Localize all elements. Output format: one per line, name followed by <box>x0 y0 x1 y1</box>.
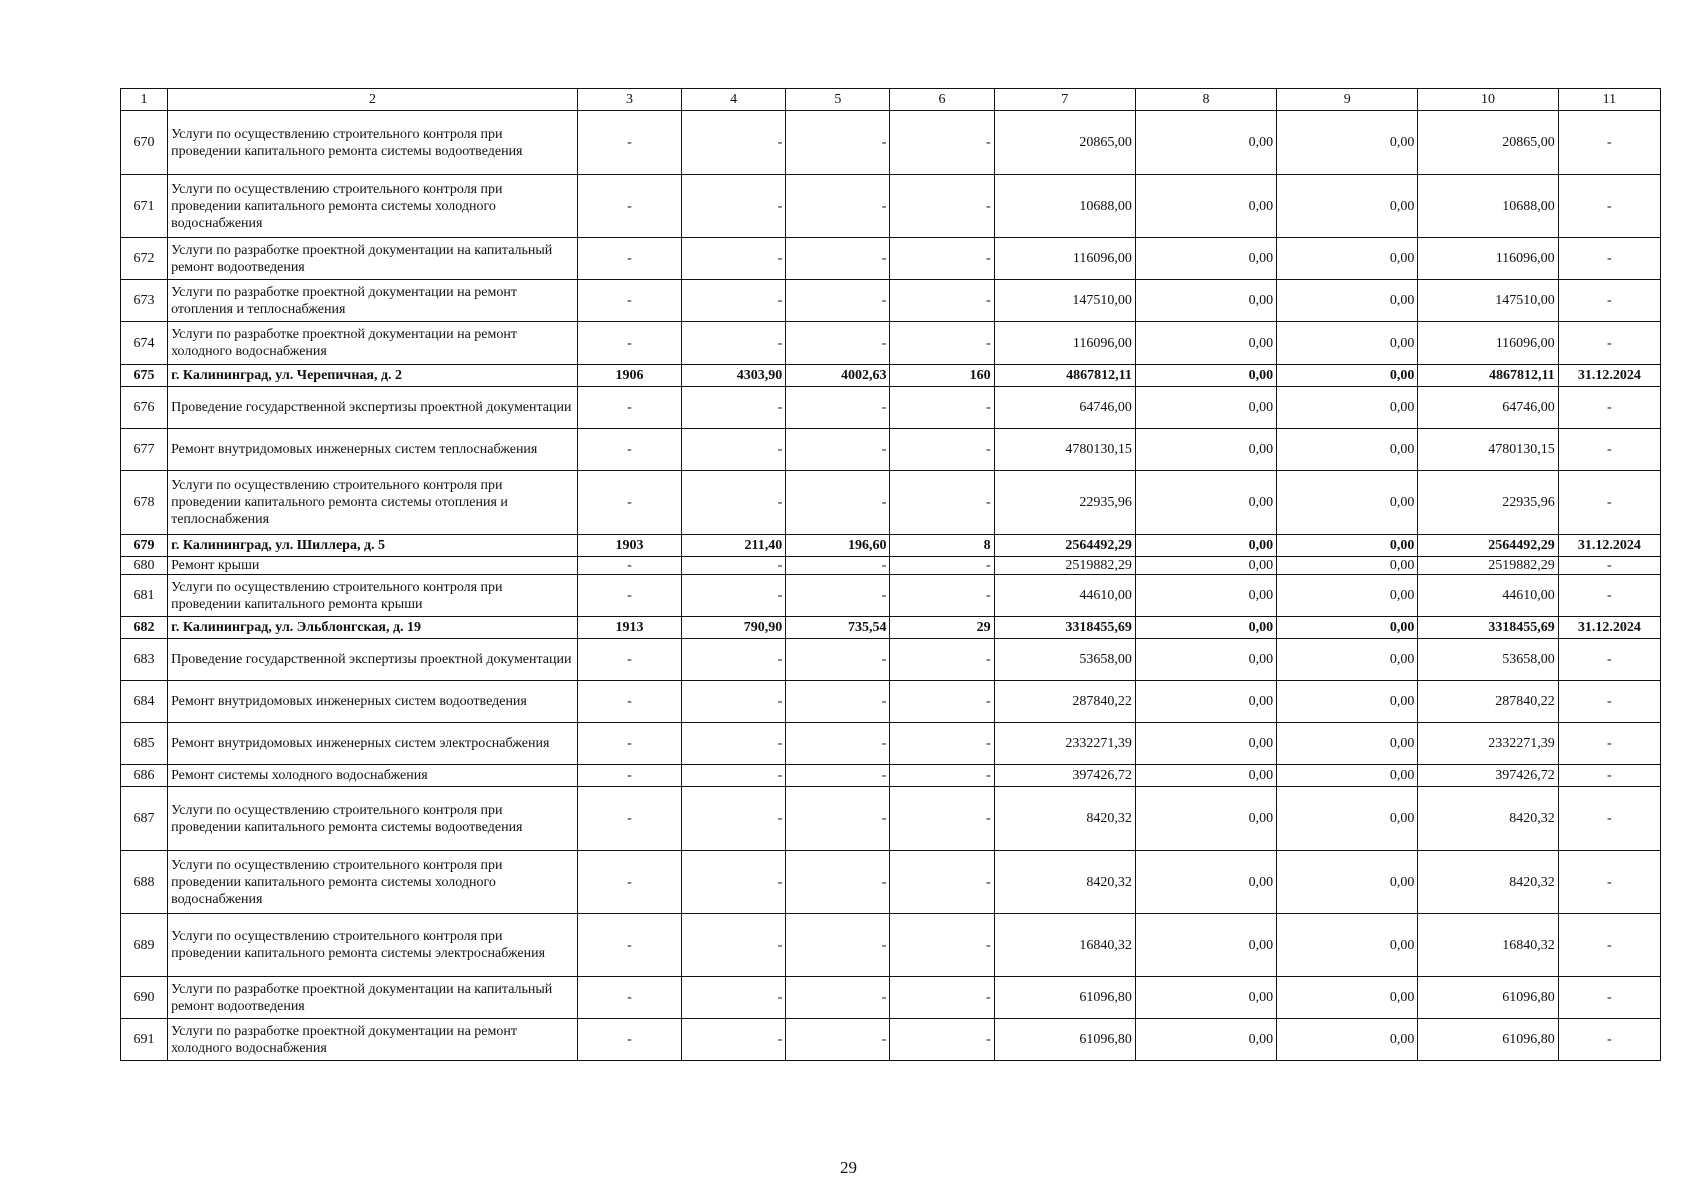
fund-3-cell: 16840,32 <box>1418 914 1558 977</box>
year-cell: - <box>577 429 681 471</box>
area-total-cell: - <box>682 111 786 175</box>
fund-1-cell: 0,00 <box>1135 471 1276 535</box>
table-row <box>121 914 1661 977</box>
fund-3-cell: 53658,00 <box>1418 639 1558 681</box>
area-total-cell: - <box>682 977 786 1019</box>
fund-1-cell: 0,00 <box>1135 322 1276 365</box>
work-description: Проведение государственной экспертизы проектной документации <box>168 387 578 429</box>
column-number-row <box>121 89 1661 111</box>
row-number: 674 <box>121 322 168 365</box>
area-living-cell: - <box>786 387 890 429</box>
fund-1-cell: 0,00 <box>1135 387 1276 429</box>
year-cell: - <box>577 111 681 175</box>
column-number-header: 9 <box>1277 89 1418 111</box>
column-number-header: 8 <box>1135 89 1276 111</box>
year-cell: - <box>577 1019 681 1061</box>
year-cell: 1903 <box>577 535 681 557</box>
row-number: 680 <box>121 557 168 575</box>
area-total-cell: - <box>682 914 786 977</box>
residents-cell: - <box>890 914 994 977</box>
row-number: 678 <box>121 471 168 535</box>
fund-1-cell: 0,00 <box>1135 575 1276 617</box>
cost-total-cell: 3318455,69 <box>994 617 1135 639</box>
residents-cell: - <box>890 1019 994 1061</box>
area-living-cell: - <box>786 111 890 175</box>
table-row <box>121 851 1661 914</box>
row-number: 675 <box>121 365 168 387</box>
deadline-cell: 31.12.2024 <box>1558 535 1660 557</box>
table-row <box>121 787 1661 851</box>
residents-cell: - <box>890 851 994 914</box>
fund-2-cell: 0,00 <box>1277 429 1418 471</box>
residents-cell: - <box>890 322 994 365</box>
fund-3-cell: 61096,80 <box>1418 977 1558 1019</box>
area-total-cell: - <box>682 723 786 765</box>
residents-cell: - <box>890 429 994 471</box>
area-living-cell: - <box>786 723 890 765</box>
fund-1-cell: 0,00 <box>1135 787 1276 851</box>
area-total-cell: - <box>682 639 786 681</box>
area-total-cell: - <box>682 387 786 429</box>
fund-3-cell: 2564492,29 <box>1418 535 1558 557</box>
fund-1-cell: 0,00 <box>1135 765 1276 787</box>
work-description: Услуги по осуществлению строительного контроля при проведении капитального ремонта системы отопления и теплоснабжения <box>168 471 578 535</box>
fund-3-cell: 3318455,69 <box>1418 617 1558 639</box>
fund-1-cell: 0,00 <box>1135 639 1276 681</box>
cost-total-cell: 116096,00 <box>994 238 1135 280</box>
year-cell: - <box>577 238 681 280</box>
year-cell: - <box>577 851 681 914</box>
column-number-header: 2 <box>168 89 578 111</box>
column-number-header: 5 <box>786 89 890 111</box>
column-number-header: 10 <box>1418 89 1558 111</box>
residents-cell: 29 <box>890 617 994 639</box>
area-total-cell: - <box>682 575 786 617</box>
residents-cell: - <box>890 111 994 175</box>
cost-total-cell: 16840,32 <box>994 914 1135 977</box>
cost-total-cell: 116096,00 <box>994 322 1135 365</box>
fund-3-cell: 397426,72 <box>1418 765 1558 787</box>
deadline-cell: - <box>1558 639 1660 681</box>
fund-2-cell: 0,00 <box>1277 681 1418 723</box>
fund-2-cell: 0,00 <box>1277 575 1418 617</box>
year-cell: - <box>577 914 681 977</box>
table-row <box>121 471 1661 535</box>
residents-cell: 160 <box>890 365 994 387</box>
row-number: 676 <box>121 387 168 429</box>
row-number: 687 <box>121 787 168 851</box>
residents-cell: - <box>890 639 994 681</box>
table-row <box>121 723 1661 765</box>
work-description: Услуги по разработке проектной документации на ремонт холодного водоснабжения <box>168 322 578 365</box>
area-total-cell: - <box>682 429 786 471</box>
area-total-cell: - <box>682 557 786 575</box>
deadline-cell: - <box>1558 851 1660 914</box>
residents-cell: - <box>890 575 994 617</box>
cost-total-cell: 8420,32 <box>994 851 1135 914</box>
year-cell: - <box>577 575 681 617</box>
year-cell: - <box>577 681 681 723</box>
row-number: 690 <box>121 977 168 1019</box>
residents-cell: - <box>890 681 994 723</box>
row-number: 671 <box>121 175 168 238</box>
column-number-header: 11 <box>1558 89 1660 111</box>
row-number: 683 <box>121 639 168 681</box>
repair-schedule-table <box>120 88 1661 1061</box>
deadline-cell: - <box>1558 723 1660 765</box>
fund-2-cell: 0,00 <box>1277 914 1418 977</box>
area-total-cell: - <box>682 681 786 723</box>
table-row <box>121 681 1661 723</box>
year-cell: - <box>577 280 681 322</box>
deadline-cell: - <box>1558 111 1660 175</box>
area-total-cell: - <box>682 765 786 787</box>
fund-2-cell: 0,00 <box>1277 387 1418 429</box>
year-cell: - <box>577 387 681 429</box>
area-living-cell: - <box>786 977 890 1019</box>
fund-2-cell: 0,00 <box>1277 280 1418 322</box>
fund-3-cell: 2332271,39 <box>1418 723 1558 765</box>
fund-3-cell: 147510,00 <box>1418 280 1558 322</box>
row-number: 670 <box>121 111 168 175</box>
fund-2-cell: 0,00 <box>1277 723 1418 765</box>
fund-1-cell: 0,00 <box>1135 175 1276 238</box>
area-living-cell: - <box>786 851 890 914</box>
fund-1-cell: 0,00 <box>1135 557 1276 575</box>
row-number: 681 <box>121 575 168 617</box>
column-number-header: 1 <box>121 89 168 111</box>
deadline-cell: - <box>1558 280 1660 322</box>
row-number: 677 <box>121 429 168 471</box>
area-total-cell: 790,90 <box>682 617 786 639</box>
deadline-cell: - <box>1558 787 1660 851</box>
residents-cell: 8 <box>890 535 994 557</box>
fund-3-cell: 287840,22 <box>1418 681 1558 723</box>
fund-1-cell: 0,00 <box>1135 617 1276 639</box>
deadline-cell: - <box>1558 575 1660 617</box>
fund-2-cell: 0,00 <box>1277 111 1418 175</box>
table-row <box>121 575 1661 617</box>
fund-1-cell: 0,00 <box>1135 238 1276 280</box>
table-body <box>121 89 1661 1061</box>
column-number-header: 7 <box>994 89 1135 111</box>
work-description: Ремонт системы холодного водоснабжения <box>168 765 578 787</box>
area-total-cell: - <box>682 322 786 365</box>
area-living-cell: - <box>786 914 890 977</box>
residents-cell: - <box>890 280 994 322</box>
table-row <box>121 365 1661 387</box>
area-living-cell: - <box>786 238 890 280</box>
fund-2-cell: 0,00 <box>1277 238 1418 280</box>
work-description: г. Калининград, ул. Эльблонгская, д. 19 <box>168 617 578 639</box>
deadline-cell: - <box>1558 765 1660 787</box>
cost-total-cell: 20865,00 <box>994 111 1135 175</box>
deadline-cell: - <box>1558 387 1660 429</box>
work-description: Услуги по разработке проектной документации на ремонт холодного водоснабжения <box>168 1019 578 1061</box>
area-total-cell: - <box>682 851 786 914</box>
row-number: 689 <box>121 914 168 977</box>
area-living-cell: 735,54 <box>786 617 890 639</box>
row-number: 686 <box>121 765 168 787</box>
fund-3-cell: 4867812,11 <box>1418 365 1558 387</box>
residents-cell: - <box>890 238 994 280</box>
fund-3-cell: 61096,80 <box>1418 1019 1558 1061</box>
work-description: Ремонт внутридомовых инженерных систем водоотведения <box>168 681 578 723</box>
cost-total-cell: 2519882,29 <box>994 557 1135 575</box>
area-living-cell: - <box>786 681 890 723</box>
work-description: Услуги по осуществлению строительного контроля при проведении капитального ремонта системы электроснабжения <box>168 914 578 977</box>
area-total-cell: 211,40 <box>682 535 786 557</box>
year-cell: - <box>577 639 681 681</box>
work-description: Услуги по осуществлению строительного контроля при проведении капитального ремонта системы водоотведения <box>168 787 578 851</box>
area-living-cell: - <box>786 557 890 575</box>
fund-2-cell: 0,00 <box>1277 557 1418 575</box>
fund-2-cell: 0,00 <box>1277 175 1418 238</box>
table-row <box>121 1019 1661 1061</box>
fund-3-cell: 44610,00 <box>1418 575 1558 617</box>
residents-cell: - <box>890 387 994 429</box>
cost-total-cell: 44610,00 <box>994 575 1135 617</box>
deadline-cell: - <box>1558 1019 1660 1061</box>
year-cell: 1913 <box>577 617 681 639</box>
fund-1-cell: 0,00 <box>1135 365 1276 387</box>
cost-total-cell: 2332271,39 <box>994 723 1135 765</box>
work-description: Услуги по осуществлению строительного контроля при проведении капитального ремонта системы водоотведения <box>168 111 578 175</box>
year-cell: - <box>577 787 681 851</box>
deadline-cell: - <box>1558 322 1660 365</box>
cost-total-cell: 61096,80 <box>994 977 1135 1019</box>
cost-total-cell: 4867812,11 <box>994 365 1135 387</box>
table-row <box>121 111 1661 175</box>
cost-total-cell: 4780130,15 <box>994 429 1135 471</box>
area-living-cell: - <box>786 471 890 535</box>
area-total-cell: - <box>682 238 786 280</box>
fund-3-cell: 64746,00 <box>1418 387 1558 429</box>
area-living-cell: - <box>786 322 890 365</box>
residents-cell: - <box>890 977 994 1019</box>
row-number: 673 <box>121 280 168 322</box>
fund-3-cell: 8420,32 <box>1418 851 1558 914</box>
column-number-header: 6 <box>890 89 994 111</box>
work-description: Услуги по разработке проектной документации на капитальный ремонт водоотведения <box>168 977 578 1019</box>
fund-2-cell: 0,00 <box>1277 851 1418 914</box>
table-row <box>121 322 1661 365</box>
fund-2-cell: 0,00 <box>1277 977 1418 1019</box>
fund-2-cell: 0,00 <box>1277 535 1418 557</box>
row-number: 685 <box>121 723 168 765</box>
table-row <box>121 429 1661 471</box>
year-cell: 1906 <box>577 365 681 387</box>
work-description: Проведение государственной экспертизы проектной документации <box>168 639 578 681</box>
table-row <box>121 280 1661 322</box>
row-number: 691 <box>121 1019 168 1061</box>
area-living-cell: - <box>786 280 890 322</box>
fund-1-cell: 0,00 <box>1135 535 1276 557</box>
residents-cell: - <box>890 175 994 238</box>
fund-2-cell: 0,00 <box>1277 787 1418 851</box>
area-total-cell: - <box>682 175 786 238</box>
work-description: г. Калининград, ул. Черепичная, д. 2 <box>168 365 578 387</box>
area-living-cell: - <box>786 787 890 851</box>
deadline-cell: 31.12.2024 <box>1558 617 1660 639</box>
deadline-cell: - <box>1558 681 1660 723</box>
deadline-cell: - <box>1558 977 1660 1019</box>
year-cell: - <box>577 175 681 238</box>
fund-3-cell: 116096,00 <box>1418 322 1558 365</box>
cost-total-cell: 61096,80 <box>994 1019 1135 1061</box>
year-cell: - <box>577 977 681 1019</box>
table-row <box>121 617 1661 639</box>
work-description: Ремонт внутридомовых инженерных систем теплоснабжения <box>168 429 578 471</box>
area-living-cell: - <box>786 429 890 471</box>
year-cell: - <box>577 723 681 765</box>
area-total-cell: - <box>682 1019 786 1061</box>
year-cell: - <box>577 557 681 575</box>
table-row <box>121 765 1661 787</box>
area-living-cell: - <box>786 175 890 238</box>
cost-total-cell: 287840,22 <box>994 681 1135 723</box>
fund-3-cell: 8420,32 <box>1418 787 1558 851</box>
fund-2-cell: 0,00 <box>1277 639 1418 681</box>
residents-cell: - <box>890 765 994 787</box>
residents-cell: - <box>890 787 994 851</box>
fund-3-cell: 4780130,15 <box>1418 429 1558 471</box>
residents-cell: - <box>890 557 994 575</box>
work-description: Услуги по разработке проектной документации на капитальный ремонт водоотведения <box>168 238 578 280</box>
table-row <box>121 535 1661 557</box>
deadline-cell: 31.12.2024 <box>1558 365 1660 387</box>
deadline-cell: - <box>1558 175 1660 238</box>
area-living-cell: - <box>786 575 890 617</box>
fund-3-cell: 116096,00 <box>1418 238 1558 280</box>
work-description: Услуги по разработке проектной документации на ремонт отопления и теплоснабжения <box>168 280 578 322</box>
row-number: 672 <box>121 238 168 280</box>
area-total-cell: 4303,90 <box>682 365 786 387</box>
cost-total-cell: 8420,32 <box>994 787 1135 851</box>
cost-total-cell: 22935,96 <box>994 471 1135 535</box>
fund-1-cell: 0,00 <box>1135 977 1276 1019</box>
year-cell: - <box>577 471 681 535</box>
residents-cell: - <box>890 723 994 765</box>
area-living-cell: - <box>786 639 890 681</box>
fund-1-cell: 0,00 <box>1135 280 1276 322</box>
table-row <box>121 639 1661 681</box>
year-cell: - <box>577 322 681 365</box>
area-living-cell: 196,60 <box>786 535 890 557</box>
work-description: Ремонт крыши <box>168 557 578 575</box>
deadline-cell: - <box>1558 914 1660 977</box>
cost-total-cell: 53658,00 <box>994 639 1135 681</box>
fund-1-cell: 0,00 <box>1135 914 1276 977</box>
area-total-cell: - <box>682 280 786 322</box>
fund-2-cell: 0,00 <box>1277 617 1418 639</box>
fund-3-cell: 10688,00 <box>1418 175 1558 238</box>
row-number: 682 <box>121 617 168 639</box>
fund-2-cell: 0,00 <box>1277 471 1418 535</box>
area-total-cell: - <box>682 471 786 535</box>
fund-1-cell: 0,00 <box>1135 111 1276 175</box>
fund-1-cell: 0,00 <box>1135 429 1276 471</box>
fund-2-cell: 0,00 <box>1277 322 1418 365</box>
page-number: 29 <box>840 1158 857 1177</box>
fund-2-cell: 0,00 <box>1277 365 1418 387</box>
work-description: Услуги по осуществлению строительного контроля при проведении капитального ремонта крыши <box>168 575 578 617</box>
cost-total-cell: 10688,00 <box>994 175 1135 238</box>
area-living-cell: 4002,63 <box>786 365 890 387</box>
fund-3-cell: 22935,96 <box>1418 471 1558 535</box>
residents-cell: - <box>890 471 994 535</box>
fund-3-cell: 20865,00 <box>1418 111 1558 175</box>
deadline-cell: - <box>1558 429 1660 471</box>
row-number: 688 <box>121 851 168 914</box>
row-number: 679 <box>121 535 168 557</box>
work-description: Услуги по осуществлению строительного контроля при проведении капитального ремонта системы холодного водоснабжения <box>168 851 578 914</box>
work-description: Ремонт внутридомовых инженерных систем электроснабжения <box>168 723 578 765</box>
cost-total-cell: 2564492,29 <box>994 535 1135 557</box>
fund-1-cell: 0,00 <box>1135 681 1276 723</box>
deadline-cell: - <box>1558 471 1660 535</box>
table-row <box>121 238 1661 280</box>
row-number: 684 <box>121 681 168 723</box>
cost-total-cell: 397426,72 <box>994 765 1135 787</box>
year-cell: - <box>577 765 681 787</box>
table-row <box>121 557 1661 575</box>
deadline-cell: - <box>1558 238 1660 280</box>
area-total-cell: - <box>682 787 786 851</box>
fund-1-cell: 0,00 <box>1135 1019 1276 1061</box>
fund-1-cell: 0,00 <box>1135 723 1276 765</box>
table-row <box>121 175 1661 238</box>
work-description: г. Калининград, ул. Шиллера, д. 5 <box>168 535 578 557</box>
fund-3-cell: 2519882,29 <box>1418 557 1558 575</box>
area-living-cell: - <box>786 765 890 787</box>
fund-2-cell: 0,00 <box>1277 1019 1418 1061</box>
fund-1-cell: 0,00 <box>1135 851 1276 914</box>
column-number-header: 3 <box>577 89 681 111</box>
table-row <box>121 387 1661 429</box>
cost-total-cell: 147510,00 <box>994 280 1135 322</box>
area-living-cell: - <box>786 1019 890 1061</box>
table-row <box>121 977 1661 1019</box>
fund-2-cell: 0,00 <box>1277 765 1418 787</box>
work-description: Услуги по осуществлению строительного контроля при проведении капитального ремонта системы холодного водоснабжения <box>168 175 578 238</box>
deadline-cell: - <box>1558 557 1660 575</box>
column-number-header: 4 <box>682 89 786 111</box>
cost-total-cell: 64746,00 <box>994 387 1135 429</box>
